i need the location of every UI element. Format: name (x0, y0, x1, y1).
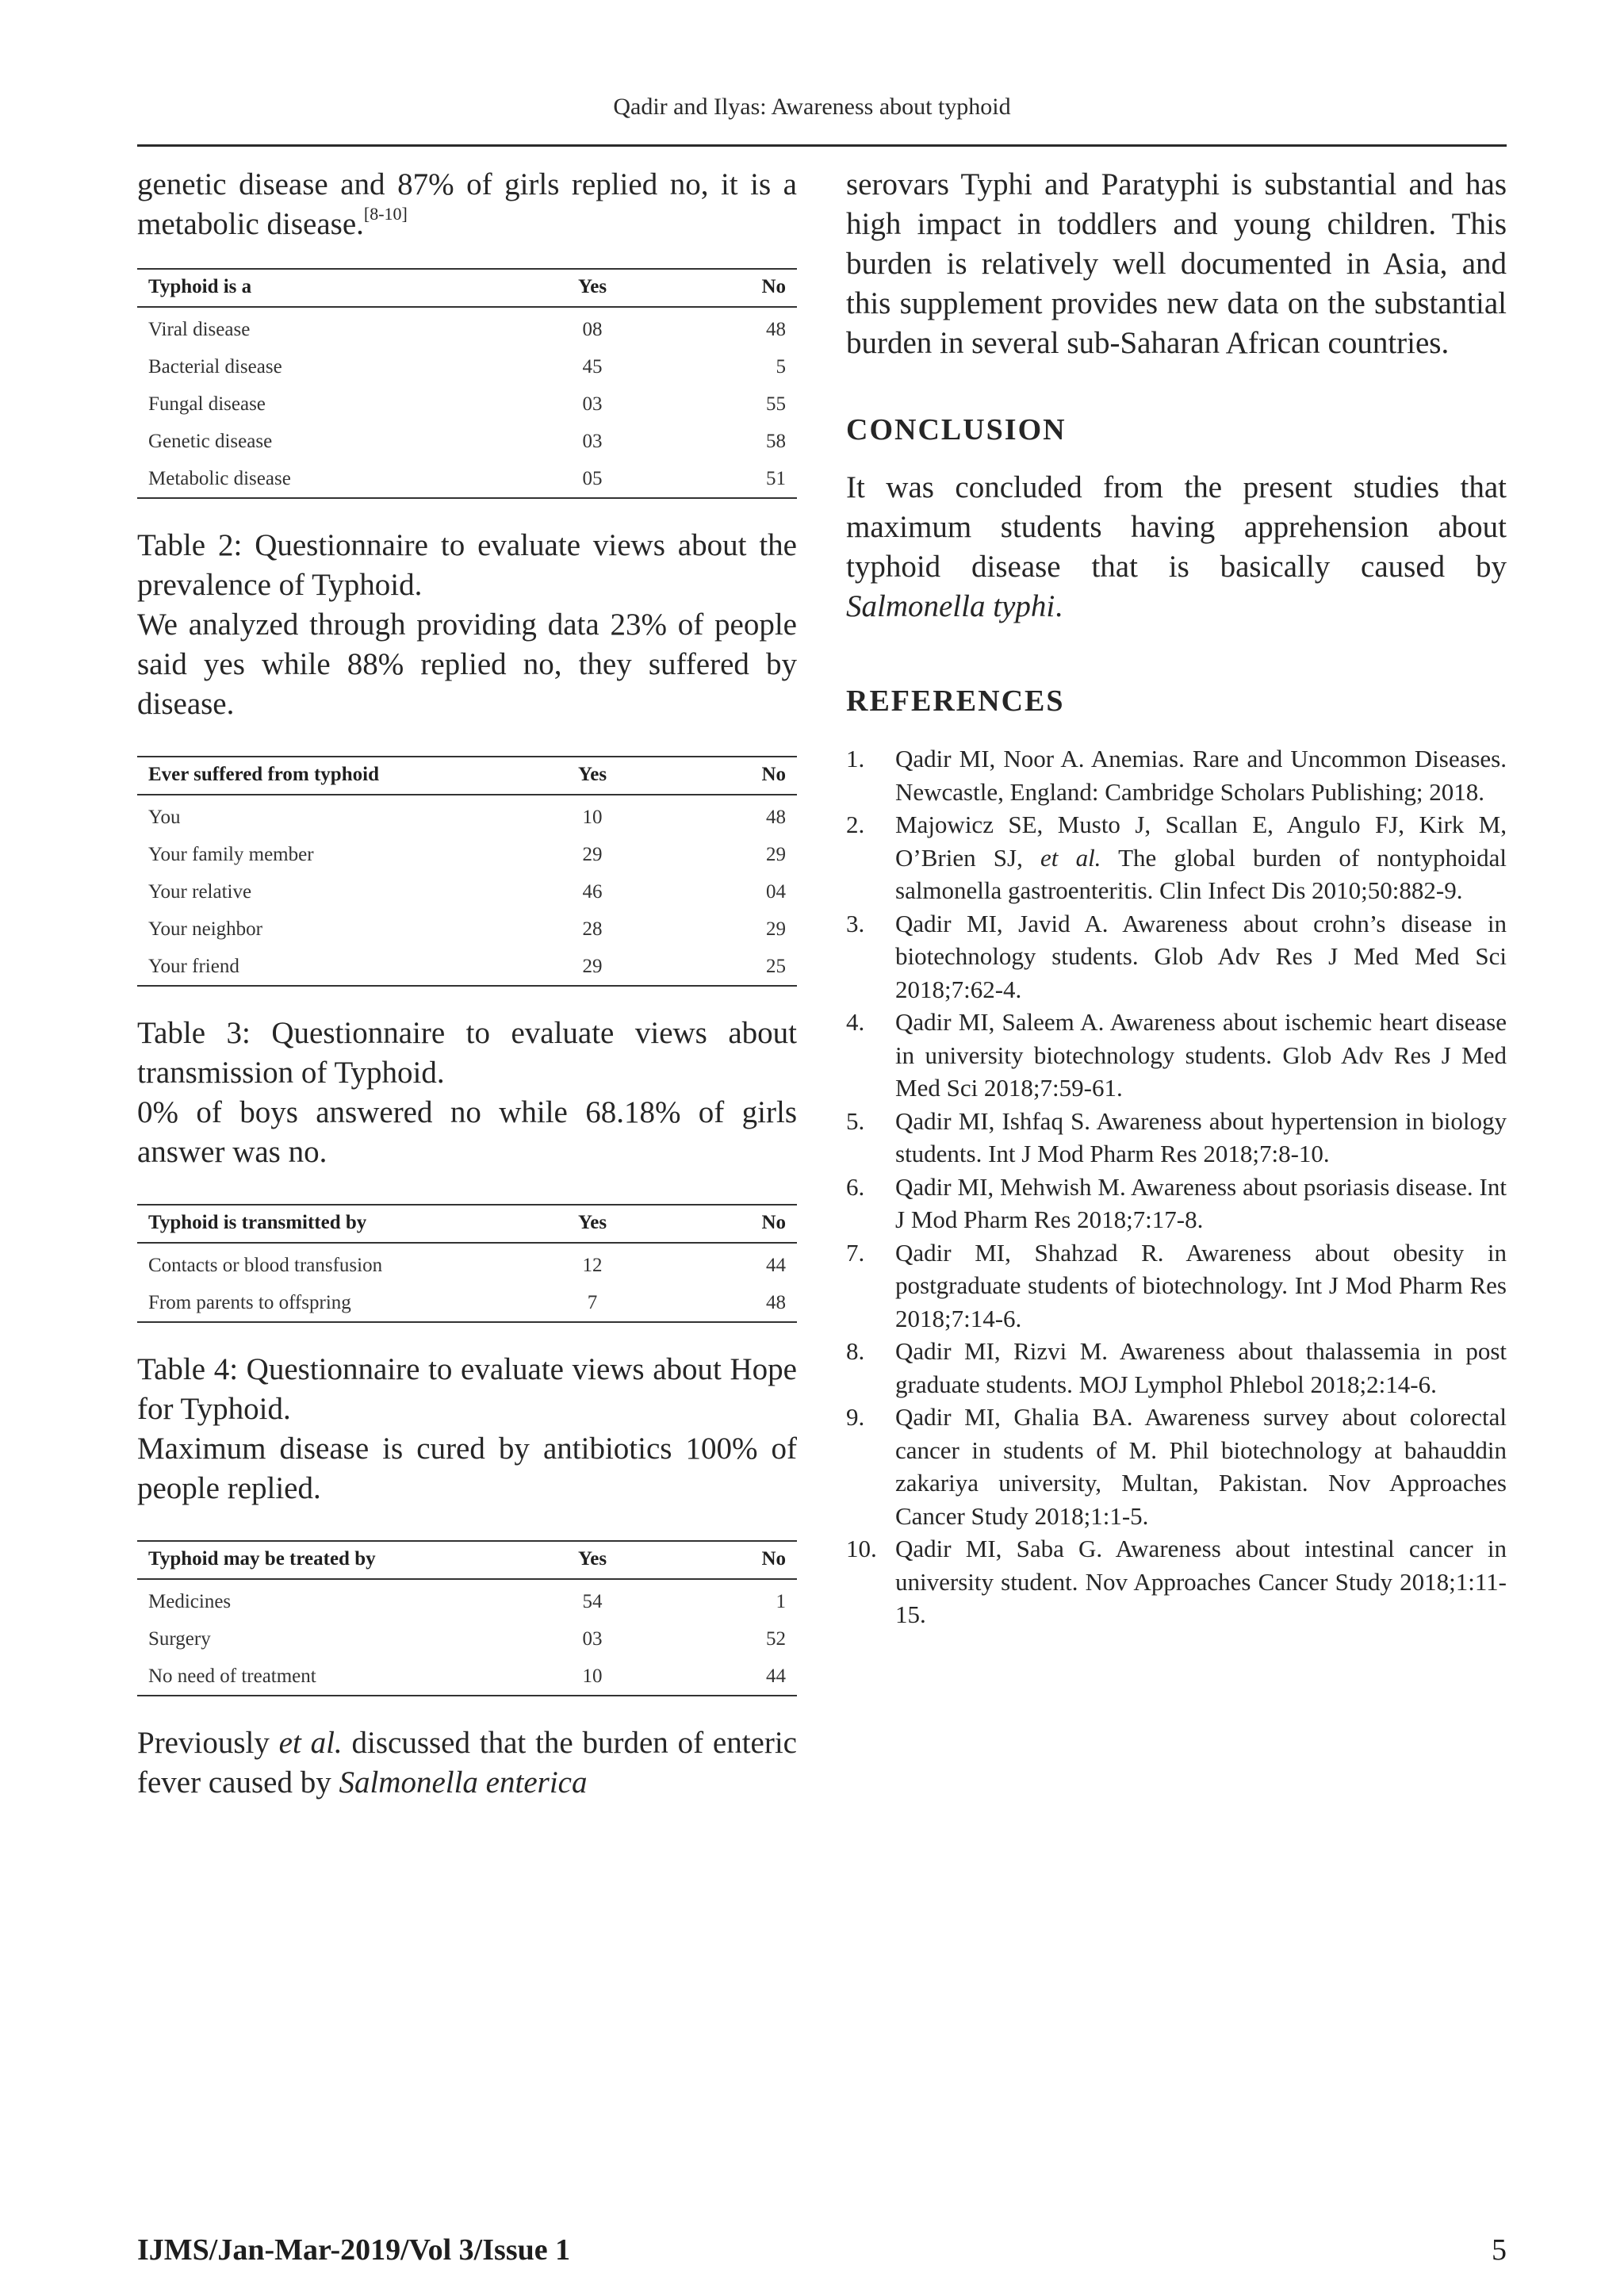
table-2-caption: Table 2: Questionnaire to evaluate views about the prevalence of Typhoid. (137, 528, 797, 602)
table-cell: Your relative (148, 880, 252, 903)
table-cell: From parents to offspring (137, 1284, 537, 1322)
table-header-row (137, 757, 797, 795)
reference-number: 5. (846, 1106, 865, 1135)
table-transmission (137, 1204, 797, 1323)
paragraph-intro (137, 165, 797, 244)
reference-item (846, 1105, 1507, 1171)
reference-number: 2. (846, 811, 865, 838)
reference-text: Qadir MI, Ghalia BA. Awareness survey about colorectal cancer in students of M. Phil biotechnology at bahauddin zakariya university, Multan, Pakistan. Nov Approaches Cancer Study 2018;1:1-5. (895, 1403, 1507, 1530)
table-row (137, 795, 797, 836)
table-row (137, 307, 797, 348)
table-cell: Fungal disease (148, 393, 266, 415)
table-cell: 25 (648, 948, 797, 986)
table-ever-suffered (137, 756, 797, 987)
table-header-row (137, 269, 797, 307)
text-fragment: discussed that the burden of enteric fever caused by (137, 1726, 797, 1800)
table-cell: 05 (537, 460, 648, 498)
reference-italic: et al. (1040, 843, 1101, 872)
table-row (137, 423, 797, 460)
table-cell: 48 (766, 806, 786, 828)
table-header-no: No (648, 1205, 797, 1243)
journal-footer: IJMS/Jan-Mar-2019/Vol 3/Issue 1 (137, 2233, 571, 2267)
reference-number: 7. (846, 1238, 865, 1267)
reference-number: 1. (846, 745, 865, 772)
table-row (137, 1620, 797, 1658)
text-fragment: . (1055, 589, 1063, 623)
table-row (137, 348, 797, 385)
table-cell: 51 (648, 460, 797, 498)
table-cell: Bacterial disease (148, 355, 282, 378)
table-cell: Contacts or blood transfusion (148, 1254, 383, 1276)
table-3-caption: Table 3: Questionnaire to evaluate views about transmission of Typhoid. (137, 1016, 797, 1090)
table-row (137, 1579, 797, 1620)
conclusion-heading: CONCLUSION (846, 413, 1067, 447)
table-cell: No need of treatment (137, 1658, 537, 1696)
table-header-yes: Yes (537, 1205, 648, 1243)
reference-item (846, 808, 1507, 907)
table-header-yes: Yes (537, 757, 648, 795)
table-cell: 5 (776, 355, 786, 378)
table-row (137, 385, 797, 423)
table-header-no: No (648, 1541, 797, 1579)
table-cell: 10 (582, 806, 603, 828)
running-title: Qadir and Ilyas: Awareness about typhoid (613, 94, 1011, 120)
table-cell: 03 (582, 430, 603, 452)
table-4-caption: Table 4: Questionnaire to evaluate views about Hope for Typhoid. (137, 1352, 797, 1426)
left-column (137, 165, 797, 1803)
table-cell: Medicines (148, 1590, 232, 1612)
table-cell: 44 (648, 1658, 797, 1696)
table-cell: 58 (766, 430, 786, 452)
citation-superscript: [8-10] (363, 204, 408, 224)
table-row (137, 1658, 797, 1696)
table-cell: Your family member (148, 843, 314, 865)
table-cell: 08 (582, 318, 603, 340)
text-fragment: Previously (137, 1726, 279, 1760)
reference-item (846, 1236, 1507, 1336)
table-header-no: No (648, 269, 797, 307)
table-cell: 48 (648, 1284, 797, 1322)
reference-text: Qadir MI, Mehwish M. Awareness about psoriasis disease. Int J Mod Pharm Res 2018;7:17-8. (895, 1172, 1507, 1233)
reference-text: Qadir MI, Shahzad R. Awareness about obesity in postgraduate students of biotechnology. Int J Mod Pharm Res 2018;7:14-6. (895, 1238, 1507, 1332)
reference-number: 8. (846, 1337, 865, 1365)
reference-item (846, 1532, 1507, 1631)
paragraph-boys-girls: 0% of boys answered no while 68.18% of girls answer was no. (137, 1095, 797, 1169)
table-header-cell: Typhoid may be treated by (137, 1541, 537, 1579)
reference-number: 4. (846, 1008, 865, 1036)
reference-number: 10. (846, 1535, 877, 1562)
table-cell: 29 (537, 948, 648, 986)
table-cell: 03 (582, 393, 603, 415)
table-cell: 29 (582, 843, 603, 865)
paragraph-antibiotics: Maximum disease is cured by antibiotics 100% of people replied. (137, 1432, 797, 1505)
reference-number: 6. (846, 1172, 865, 1201)
table-cell: 46 (582, 880, 603, 903)
table-cell: Your neighbor (148, 918, 262, 940)
table-header-no: No (648, 757, 797, 795)
paragraph-previously (137, 1723, 797, 1803)
table-cell: Metabolic disease (137, 460, 537, 498)
table-cell: 52 (766, 1627, 786, 1650)
table-cell: Viral disease (148, 318, 251, 340)
reference-item (846, 742, 1507, 808)
reference-text: Qadir MI, Saba G. Awareness about intestinal cancer in university student. Nov Approaches Cancer Study 2018;1:11-15. (895, 1535, 1507, 1628)
table-cell: 12 (582, 1254, 603, 1276)
table-cell: 45 (582, 355, 603, 378)
right-column (846, 165, 1507, 1631)
table-row (137, 1243, 797, 1284)
paragraph-suffered: We analyzed through providing data 23% of people said yes while 88% replied no, they suffered by disease. (137, 608, 797, 721)
table-typhoid-type (137, 268, 797, 499)
reference-text: Qadir MI, Ishfaq S. Awareness about hypertension in biology students. Int J Mod Pharm Res 2018;7:8-10. (895, 1106, 1507, 1167)
text-fragment: It was concluded from the present studies that maximum students having apprehension about typhoid disease that is basically caused by (846, 470, 1507, 584)
table-row (137, 836, 797, 873)
table-header-cell: Typhoid is a (137, 269, 537, 307)
reference-text: Majowicz SE, Musto J, Scallan E, Angulo FJ, Kirk M, O’Brien SJ, (895, 811, 1507, 872)
table-cell: 04 (766, 880, 786, 903)
reference-number: 3. (846, 909, 865, 937)
reference-text: Qadir MI, Saleem A. Awareness about ischemic heart disease in university biotechnology students. Glob Adv Res J Med Med Sci 2018;7:59-61. (895, 1008, 1507, 1102)
header-rule (137, 144, 1507, 147)
table-cell: 28 (582, 918, 603, 940)
table-header-yes: Yes (537, 269, 648, 307)
table-row (137, 948, 797, 986)
table-cell: Your friend (137, 948, 537, 986)
reference-number: 9. (846, 1403, 865, 1431)
reference-item (846, 1401, 1507, 1532)
references-heading: REFERENCES (846, 684, 1065, 718)
table-row (137, 910, 797, 948)
reference-text: Qadir MI, Javid A. Awareness about crohn’s disease in biotechnology students. Glob Adv Res J Med Med Sci 2018;7:62-4. (895, 909, 1507, 1003)
table-cell: Genetic disease (148, 430, 273, 452)
table-cell: 29 (766, 918, 786, 940)
italic-fragment: et al. (278, 1726, 343, 1760)
reference-text: Qadir MI, Noor A. Anemias. Rare and Uncommon Diseases. Newcastle, England: Cambridge Scholars Publishing; 2018. (895, 745, 1507, 806)
reference-item (846, 1006, 1507, 1105)
table-cell: 48 (766, 318, 786, 340)
table-cell: 54 (582, 1590, 603, 1612)
table-row (137, 1284, 797, 1322)
table-cell: 03 (582, 1627, 603, 1650)
table-cell: 44 (766, 1254, 786, 1276)
table-header-yes: Yes (537, 1541, 648, 1579)
table-header-cell: Typhoid is transmitted by (137, 1205, 537, 1243)
species-name: Salmonella typhi (846, 589, 1055, 623)
reference-item (846, 907, 1507, 1006)
table-cell: 29 (766, 843, 786, 865)
table-cell: 1 (776, 1590, 786, 1612)
reference-text: The global burden of nontyphoidal salmonella gastroenteritis. Clin Infect Dis 2010;50:882-9. (895, 843, 1507, 904)
table-header-cell: Ever suffered from typhoid (137, 757, 537, 795)
table-cell: You (148, 806, 181, 828)
table-row (137, 873, 797, 910)
paragraph-serovars: serovars Typhi and Paratyphi is substantial and has high impact in toddlers and young children. This burden is relatively well documented in Asia, and this supplement provides new data on the substantial burden in several sub-Saharan African countries. (846, 167, 1507, 360)
table-cell: 10 (537, 1658, 648, 1696)
reference-item (846, 1335, 1507, 1401)
reference-text: Qadir MI, Rizvi M. Awareness about thalassemia in post graduate students. MOJ Lymphol Phlebol 2018;2:14-6. (895, 1337, 1507, 1398)
conclusion-paragraph (846, 468, 1507, 627)
table-cell: 55 (766, 393, 786, 415)
table-header-row (137, 1541, 797, 1579)
table-cell: 7 (537, 1284, 648, 1322)
table-treatment (137, 1540, 797, 1696)
paragraph-intro-text: genetic disease and 87% of girls replied no, it is a metabolic disease. (137, 167, 797, 241)
table-row (137, 460, 797, 498)
reference-item (846, 1171, 1507, 1236)
table-header-row (137, 1205, 797, 1243)
page-number: 5 (1492, 2233, 1507, 2267)
table-cell: Surgery (148, 1627, 211, 1650)
references-list (846, 742, 1507, 1631)
species-name: Salmonella enterica (339, 1765, 588, 1800)
